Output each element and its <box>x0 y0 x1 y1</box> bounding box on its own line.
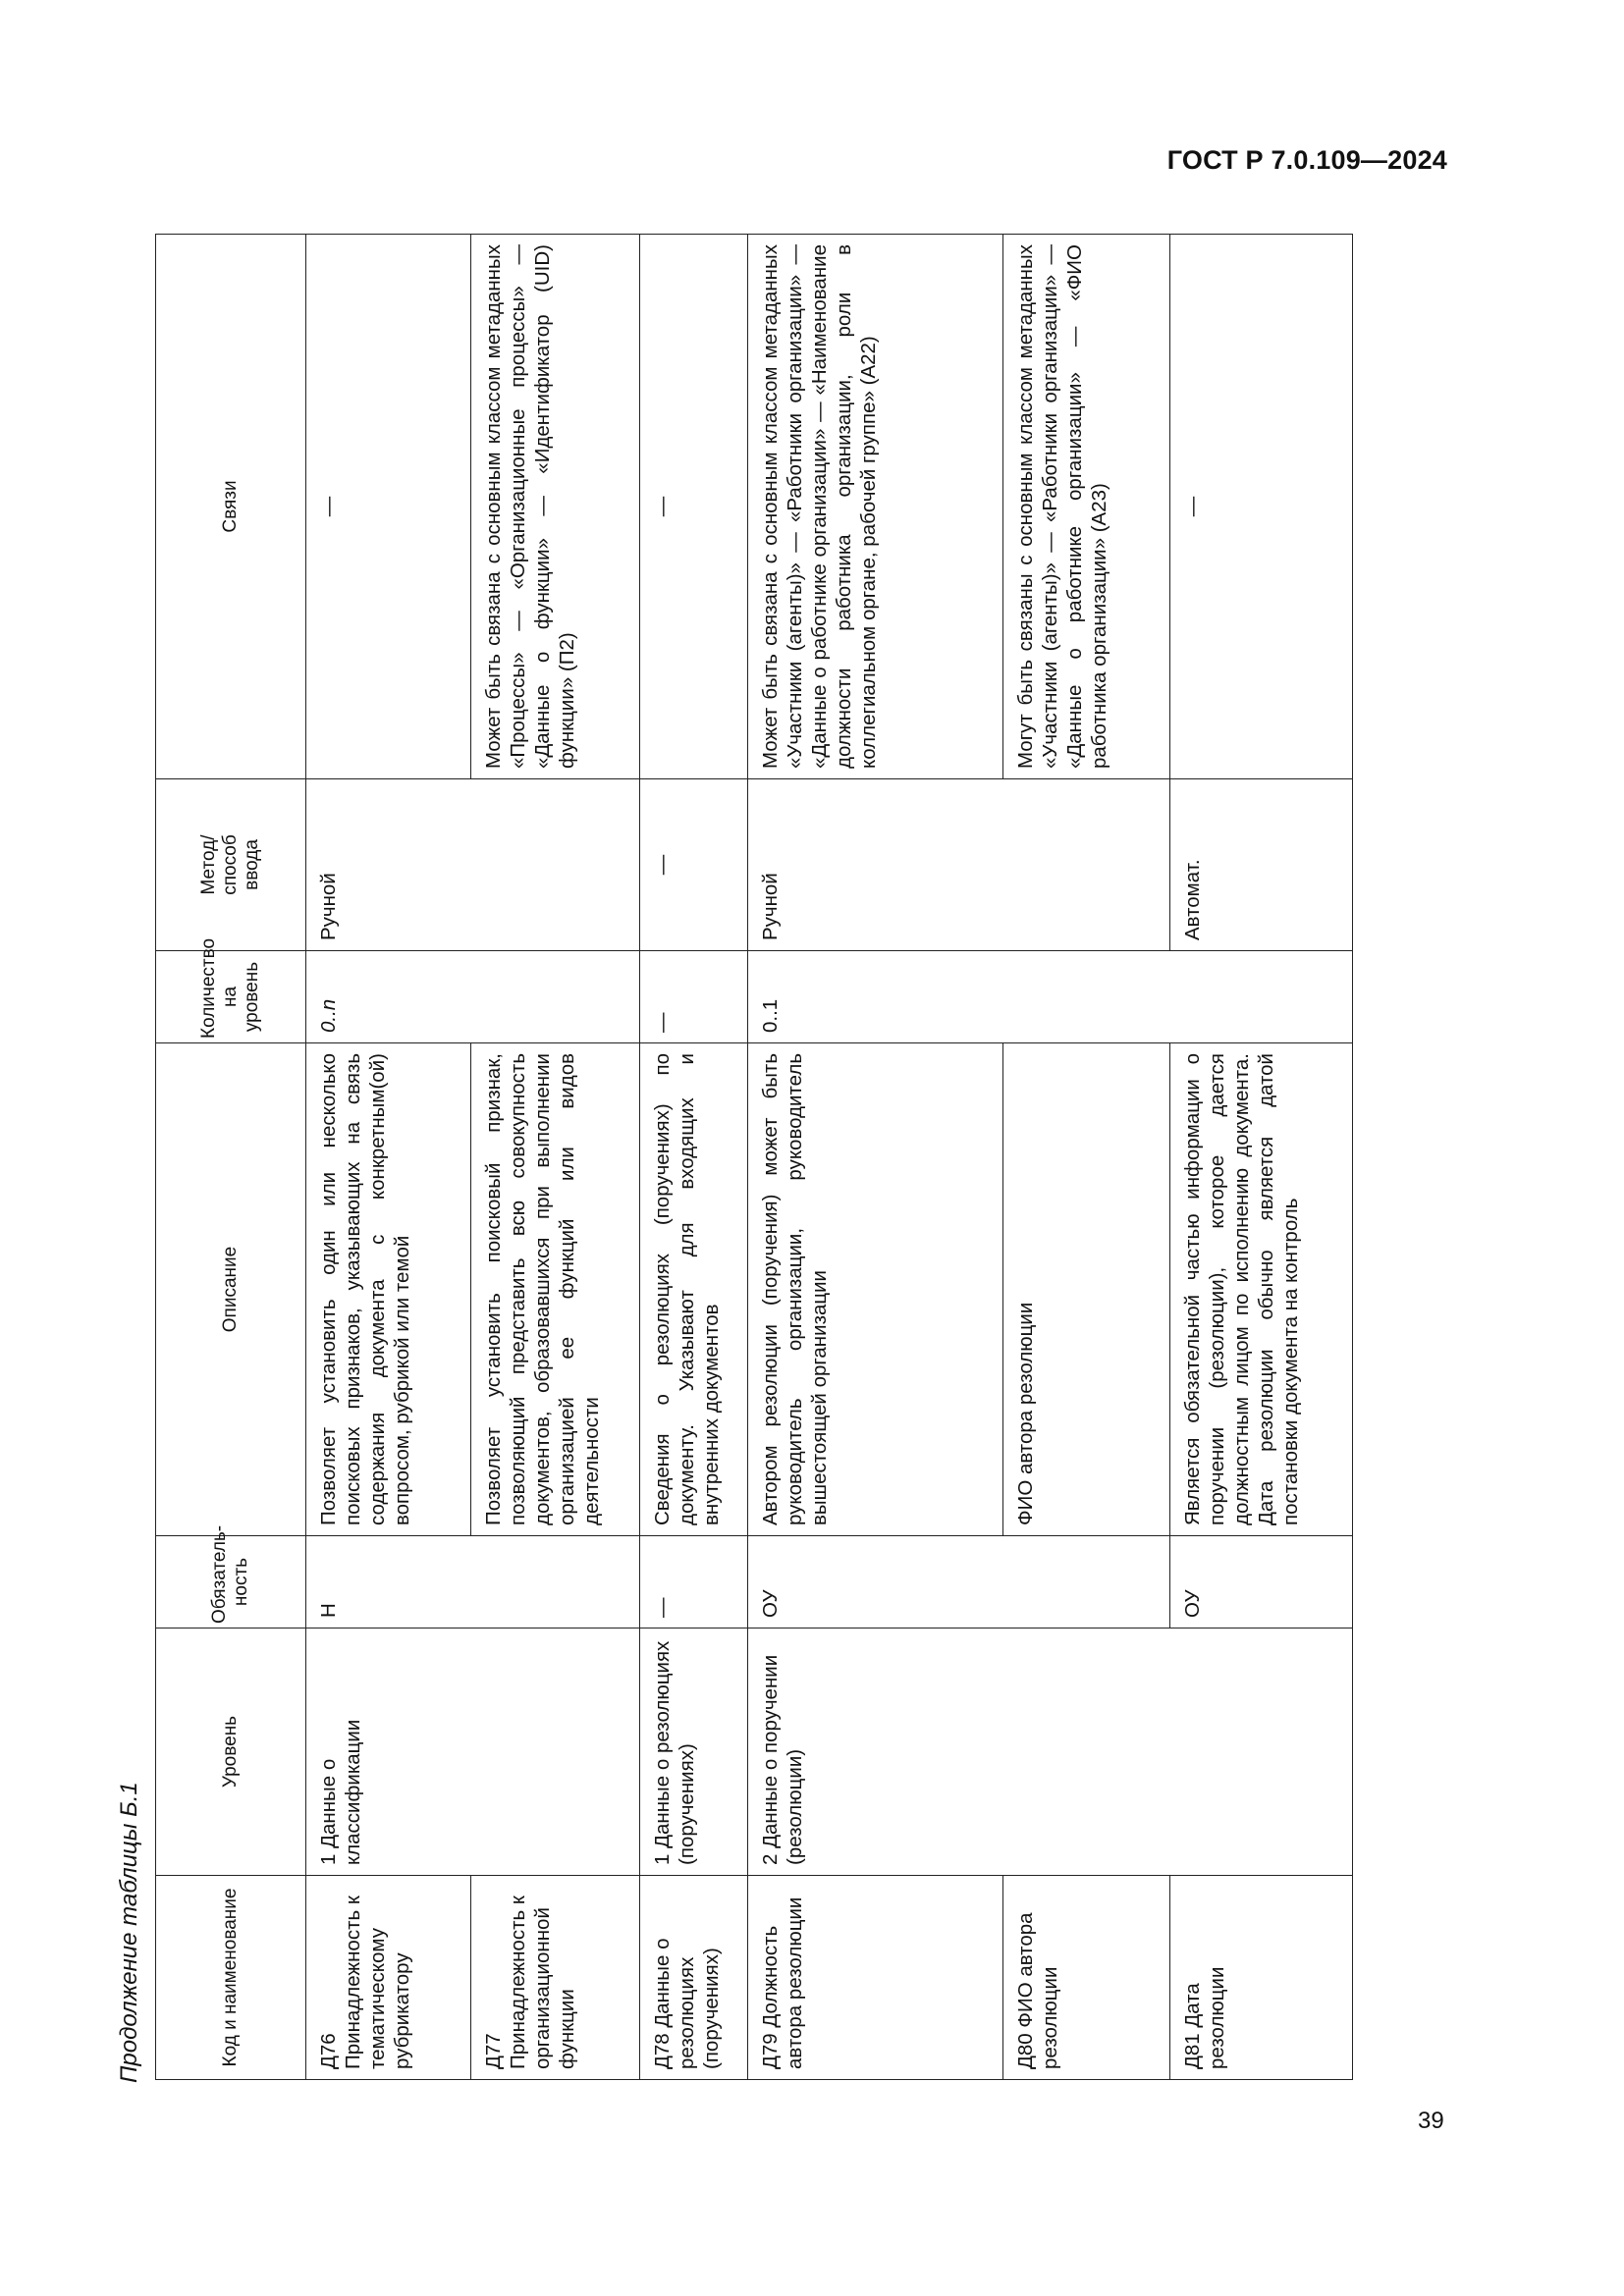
cell-description: Позволяет установить поисковый признак, позволяющий представить всю совокупность документов, образовавшихся при выполнении организацией ее функций или видов деятельности <box>471 1043 640 1536</box>
cell-quantity-value: 0..n <box>317 998 340 1033</box>
cell-description: Автором резолюции (поручения) может быть руководитель организации, руководитель вышестоящей организации <box>748 1043 1003 1536</box>
cell-quantity: 0..1 <box>748 951 1003 1043</box>
cell-quantity-empty <box>1170 951 1353 1043</box>
table-row-d76 <box>306 235 471 2080</box>
table-row-d78 <box>640 235 748 2080</box>
table-row-d77 <box>471 235 640 2080</box>
cell-description: Является обязательной частью информации о поручении (резолюции), которое дается должностным лицом по исполнению документа. Дата резолюции обычно является датой постановки документа на контроль <box>1170 1043 1353 1536</box>
cell-links: Могут быть связаны с основным классом метаданных «Участники (агенты)» — «Работники организации» — «Данные о работнике организации» — «ФИО работника организации» (А23) <box>1003 235 1170 779</box>
cell-links: Может быть связана с основным классом метаданных «Процессы» — «Организационные процессы» — «Данные о функции» — «Идентификатор (UID) функции» (П2) <box>471 235 640 779</box>
cell-method: Ручной <box>306 779 471 951</box>
cell-code: Д77 Принадлежность к организационной функции <box>471 1876 640 2080</box>
col-header-quantity: Количество на уровень <box>156 951 306 1043</box>
table-row-d81 <box>1170 235 1353 2080</box>
table-row-d80 <box>1003 235 1170 2080</box>
cell-obligation: ОУ <box>1170 1536 1353 1629</box>
cell-level-empty <box>1170 1629 1353 1876</box>
col-header-obligation: Обязатель- ность <box>156 1536 306 1629</box>
cell-code: Д80 ФИО автора резолюции <box>1003 1876 1170 2080</box>
cell-code: Д79 Должность автора резолюции <box>748 1876 1003 2080</box>
cell-level-empty <box>1003 1629 1170 1876</box>
cell-level: 1 Данные о классификации <box>306 1629 471 1876</box>
col-header-links: Связи <box>156 235 306 779</box>
cell-method: — <box>640 779 748 951</box>
cell-obligation: ОУ <box>748 1536 1003 1629</box>
metadata-table <box>155 234 1353 2080</box>
table-row-d79 <box>748 235 1003 2080</box>
cell-method: Ручной <box>748 779 1003 951</box>
col-header-method: Метод/ способ ввода <box>156 779 306 951</box>
col-header-description: Описание <box>156 1043 306 1536</box>
cell-obligation-empty <box>471 1536 640 1629</box>
cell-method-empty <box>1003 779 1170 951</box>
cell-method-empty <box>471 779 640 951</box>
cell-code: Д78 Данные о резолюциях (поручениях) <box>640 1876 748 2080</box>
cell-level: 1 Данные о резолюциях (поручениях) <box>640 1629 748 1876</box>
cell-level: 2 Данные о поручении (резолюции) <box>748 1629 1003 1876</box>
cell-links: — <box>306 235 471 779</box>
page-number: 39 <box>1418 2108 1444 2134</box>
cell-obligation-empty <box>1003 1536 1170 1629</box>
cell-code: Д81 Дата резолюции <box>1170 1876 1353 2080</box>
document-standard-number: ГОСТ Р 7.0.109—2024 <box>1166 145 1447 175</box>
cell-level-empty <box>471 1629 640 1876</box>
cell-quantity <box>306 951 471 1043</box>
col-header-level: Уровень <box>156 1629 306 1876</box>
table-caption: Продолжение таблицы Б.1 <box>116 1782 142 2083</box>
cell-description: Позволяет установить один или несколько поисковых признаков, указывающих на связь содержания документа с конкретным(ой) вопросом, рубрикой или темой <box>306 1043 471 1536</box>
cell-links: — <box>640 235 748 779</box>
rotated-table-wrapper <box>155 235 1412 2080</box>
cell-quantity-empty <box>1003 951 1170 1043</box>
cell-quantity: — <box>640 951 748 1043</box>
cell-code: Д76 Принадлежность к тематическому рубрикатору <box>306 1876 471 2080</box>
cell-description: ФИО автора резолюции <box>1003 1043 1170 1536</box>
cell-quantity-empty <box>471 951 640 1043</box>
cell-links: Может быть связана с основным классом метаданных «Участники (агенты)» — «Работники организации» — «Данные о работнике организации» — «Наименование должности работника организации, роли в коллегиальном органе, рабочей группе» (А22) <box>748 235 1003 779</box>
cell-description: Сведения о резолюциях (поручениях) по документу. Указывают для входящих и внутренних документов <box>640 1043 748 1536</box>
cell-obligation: — <box>640 1536 748 1629</box>
table-header-row <box>156 235 306 2080</box>
cell-method: Автомат. <box>1170 779 1353 951</box>
col-header-code: Код и наименование <box>156 1876 306 2080</box>
cell-links: — <box>1170 235 1353 779</box>
cell-obligation: Н <box>306 1536 471 1629</box>
